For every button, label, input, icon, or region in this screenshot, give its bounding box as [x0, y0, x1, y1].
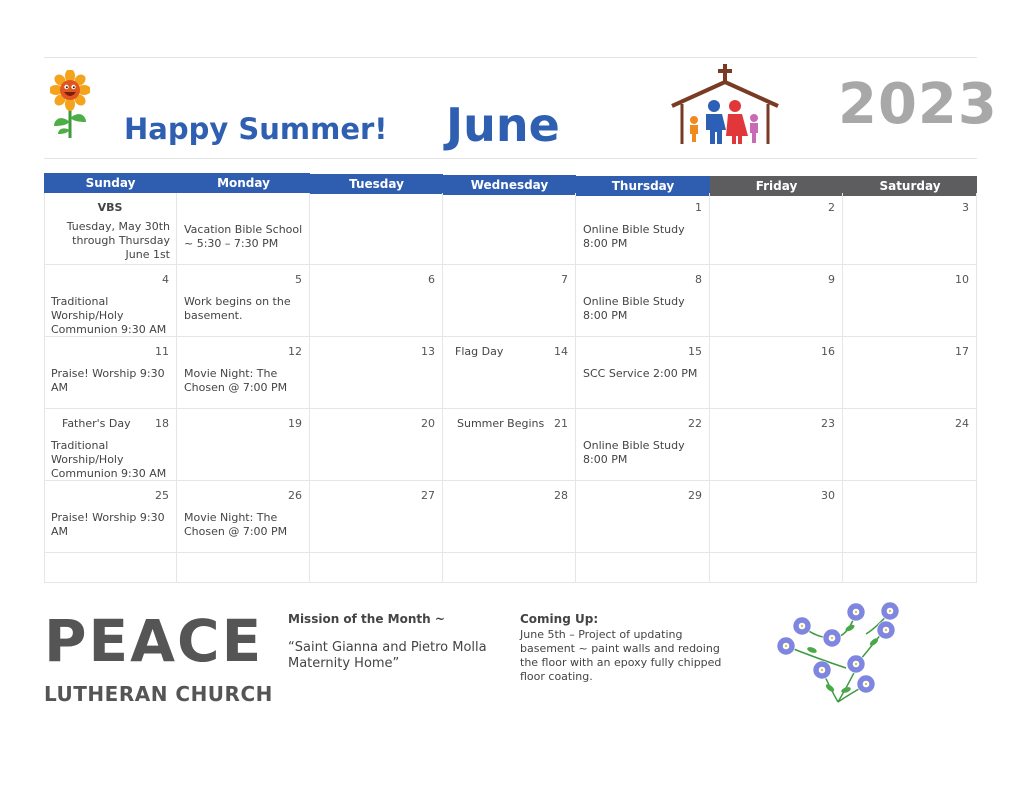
day-number: 15: [688, 345, 702, 358]
day-cell[interactable]: [443, 553, 576, 583]
holiday-label: Flag Day: [455, 345, 504, 358]
day-number: 9: [828, 273, 835, 286]
vbs-dates: Tuesday, May 30th through Thursday June 1st: [66, 220, 170, 261]
day-cell[interactable]: [710, 193, 843, 265]
sunflower-icon: [50, 70, 90, 140]
weekday-header-thursday: Thursday: [576, 176, 710, 196]
day-number: 17: [955, 345, 969, 358]
mission-heading: Mission of the Month ~: [288, 612, 445, 626]
day-number: 29: [688, 489, 702, 502]
day-cell[interactable]: [843, 337, 977, 409]
day-number: 24: [955, 417, 969, 430]
church-family-icon: [668, 62, 782, 146]
day-number: 25: [155, 489, 169, 502]
day-cell[interactable]: [310, 265, 443, 337]
day-cell[interactable]: [177, 265, 310, 337]
day-cell[interactable]: [710, 409, 843, 481]
day-number: 7: [561, 273, 568, 286]
event-text: Traditional Worship/Holy Communion 9:30 AM: [51, 439, 167, 480]
day-cell[interactable]: [576, 481, 710, 553]
day-cell[interactable]: [44, 265, 177, 337]
day-number: 4: [162, 273, 169, 286]
day-number: 10: [955, 273, 969, 286]
vbs-title: VBS: [97, 201, 123, 214]
day-cell[interactable]: [443, 409, 576, 481]
weekday-header-tuesday: Tuesday: [310, 174, 443, 194]
day-cell[interactable]: [177, 553, 310, 583]
coming-up-heading: Coming Up:: [520, 612, 599, 626]
mission-text: “Saint Gianna and Pietro Molla Maternity Home”: [288, 640, 487, 671]
day-cell[interactable]: [710, 337, 843, 409]
day-cell[interactable]: [310, 553, 443, 583]
day-cell[interactable]: [710, 265, 843, 337]
day-cell[interactable]: [443, 337, 576, 409]
holiday-label: Summer Begins: [457, 417, 545, 430]
day-number: 22: [688, 417, 702, 430]
day-number: 11: [155, 345, 169, 358]
church-name: PEACE: [44, 607, 264, 675]
day-cell[interactable]: [443, 265, 576, 337]
day-number: 6: [428, 273, 435, 286]
day-cell[interactable]: [177, 409, 310, 481]
weekday-header-monday: Monday: [177, 173, 310, 193]
event-text: Movie Night: The Chosen @ 7:00 PM: [184, 367, 288, 394]
weekday-header-friday: Friday: [710, 176, 843, 196]
day-cell[interactable]: [44, 553, 177, 583]
event-text: Traditional Worship/Holy Communion 9:30 AM: [51, 295, 167, 336]
header-rule: [44, 158, 977, 159]
day-number: 3: [962, 201, 969, 214]
day-number: 16: [821, 345, 835, 358]
day-cell[interactable]: [310, 337, 443, 409]
calendar-grid: [44, 173, 977, 583]
weekday-header-saturday: Saturday: [843, 176, 977, 196]
blue-flowers-icon: [766, 598, 914, 706]
weekday-header-sunday: Sunday: [44, 173, 177, 193]
holiday-label: Father's Day: [62, 417, 131, 430]
event-text: Praise! Worship 9:30 AM: [51, 511, 165, 538]
day-number: 21: [554, 417, 568, 430]
day-number: 27: [421, 489, 435, 502]
day-cell[interactable]: [177, 193, 310, 265]
day-cell[interactable]: [576, 337, 710, 409]
weekday-header-wednesday: Wednesday: [443, 175, 576, 195]
day-number: 19: [288, 417, 302, 430]
day-cell[interactable]: [177, 337, 310, 409]
event-text: Vacation Bible School ~ 5:30 – 7:30 PM: [184, 223, 303, 250]
day-cell[interactable]: [177, 481, 310, 553]
day-cell[interactable]: [843, 409, 977, 481]
day-cell[interactable]: [710, 481, 843, 553]
month-title: June: [446, 98, 560, 152]
day-cell[interactable]: [310, 481, 443, 553]
day-cell[interactable]: [310, 193, 443, 265]
event-text: Online Bible Study 8:00 PM: [583, 295, 685, 322]
day-cell[interactable]: [44, 337, 177, 409]
day-cell[interactable]: [443, 481, 576, 553]
event-text: Online Bible Study 8:00 PM: [583, 223, 685, 250]
day-number: 18: [155, 417, 169, 430]
day-cell[interactable]: [44, 409, 177, 481]
church-subtitle: LUTHERAN CHURCH: [44, 682, 273, 706]
day-cell[interactable]: [576, 553, 710, 583]
day-number: 30: [821, 489, 835, 502]
day-cell[interactable]: [576, 409, 710, 481]
day-number: 14: [554, 345, 568, 358]
day-number: 20: [421, 417, 435, 430]
day-cell[interactable]: [310, 409, 443, 481]
day-number: 23: [821, 417, 835, 430]
day-cell[interactable]: [443, 193, 576, 265]
event-text: Work begins on the basement.: [184, 295, 291, 322]
day-number: 26: [288, 489, 302, 502]
day-cell[interactable]: [843, 265, 977, 337]
year-title: 2023: [838, 72, 998, 137]
day-number: 8: [695, 273, 702, 286]
day-cell[interactable]: [843, 481, 977, 553]
top-rule: [44, 57, 977, 58]
event-text: Online Bible Study 8:00 PM: [583, 439, 685, 466]
day-number: 1: [695, 201, 702, 214]
day-number: 28: [554, 489, 568, 502]
day-cell[interactable]: [576, 265, 710, 337]
day-cell[interactable]: [44, 193, 177, 265]
day-number: 13: [421, 345, 435, 358]
event-text: Movie Night: The Chosen @ 7:00 PM: [184, 511, 288, 538]
day-number: 2: [828, 201, 835, 214]
event-text: SCC Service 2:00 PM: [583, 367, 698, 380]
day-cell[interactable]: [710, 553, 843, 583]
day-number: 5: [295, 273, 302, 286]
day-cell[interactable]: [843, 553, 977, 583]
event-text: Praise! Worship 9:30 AM: [51, 367, 165, 394]
coming-up-text: June 5th – Project of updating basement ~ paint walls and redoing the floor with an epoxy fully chipped floor coating.: [520, 628, 722, 683]
greeting-title: Happy Summer!: [124, 112, 388, 146]
day-cell[interactable]: [44, 481, 177, 553]
day-cell[interactable]: [843, 193, 977, 265]
day-cell[interactable]: [576, 193, 710, 265]
day-number: 12: [288, 345, 302, 358]
